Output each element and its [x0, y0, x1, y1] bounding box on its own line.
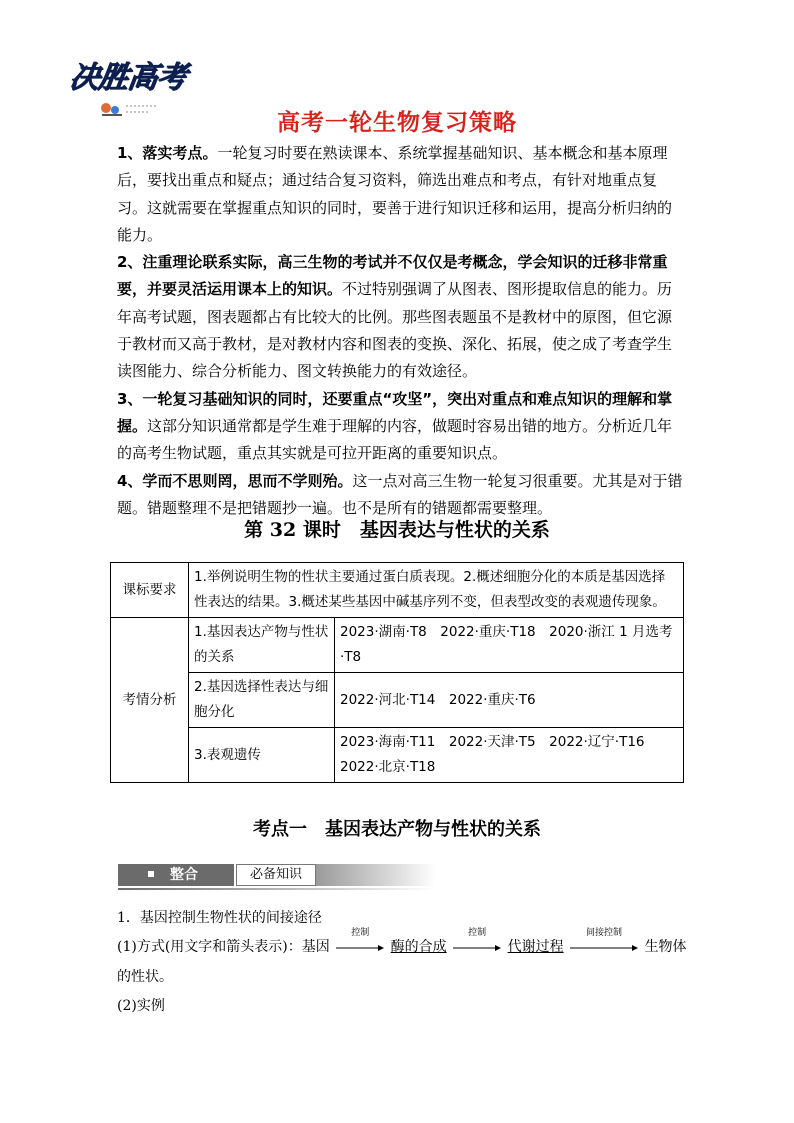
exam-cell: 2023·湖南·T8 2022·重庆·T18 2020·浙江 1 月选考·T8: [335, 618, 684, 673]
arrow-label: 控制: [468, 928, 487, 938]
square-icon: [148, 871, 154, 877]
standards-table: [110, 562, 684, 783]
table-row: [111, 673, 684, 728]
strategy-lead: 2、注重理论联系实际，高三生物的考试并不仅仅是考概念，学会知识的迁移非常重要，并要灵活运用课本上的知识。: [117, 253, 668, 299]
table-row: [111, 728, 684, 783]
strategy-paragraph: [117, 140, 683, 249]
arrow-right-icon: [568, 944, 640, 952]
banner-dark-label: 整合: [170, 867, 198, 883]
arrow-right-icon: [451, 944, 503, 952]
strategy-paragraph: [117, 468, 683, 523]
section-title: 考点一 基因表达产物与性状的关系: [253, 819, 541, 840]
control-arrow: [451, 928, 503, 954]
curriculum-text: 1.举例说明生物的性状主要通过蛋白质表现。2.概述细胞分化的本质是基因选择性表达的结果。3.概述某些基因中碱基序列不变，但表型改变的表观遗传现象。: [189, 563, 684, 618]
indirect-control-arrow: [568, 928, 640, 954]
curriculum-label: 课标要求: [111, 563, 189, 618]
pathway-text: [117, 928, 687, 992]
strategy-body: 不过特别强调了从图表、图形提取信息的能力。历年高考试题，图表题都占有比较大的比例。那些图表题虽不是教材中的原图，但它源于教材而又高于教材，是对教材内容和图表的变换、深化、拓展，使之成了考查学生读图能力、综合分析能力、图文转换能力的有效途径。: [117, 280, 673, 381]
answer-blank: 酶的合成: [390, 939, 447, 955]
topic-cell: 1.基因表达产物与性状的关系: [189, 618, 335, 673]
pathway-prefix: (1)方式(用文字和箭头表示)：基因: [117, 939, 330, 955]
banner-rule: [118, 888, 436, 890]
strategy-body: 这部分知识通常都是学生难于理解的内容，做题时容易出错的地方。分析近几年的高考生物试题，重点其实就是可拉开距离的重要知识点。: [117, 416, 673, 463]
topic-cell: 3.表观遗传: [189, 728, 335, 783]
strategy-lead: 1、落实考点。: [117, 144, 218, 162]
strategy-body: 一轮复习时要在熟读课本、系统掌握基础知识、基本概念和基本原理后，要找出重点和疑点；通过结合复习资料，筛选出难点和考点，有针对地重点复习。这就需要在掌握重点知识的同时，要善于进行知识迁移和运用，提高分析归纳的能力。: [117, 144, 673, 244]
strategy-lead: 4、学而不思则罔，思而不学则殆。: [117, 471, 353, 490]
exam-cell: 2023·海南·T11 2022·天津·T5 2022·辽宁·T16 2022·北京·T18: [335, 728, 684, 783]
table-row: [111, 563, 684, 618]
strategy-paragraph: [117, 386, 683, 468]
logo-text: 决胜高考: [67, 60, 188, 95]
banner-dark: [118, 864, 234, 886]
strategy-section: [117, 140, 683, 522]
arrow-label: 间接控制: [586, 928, 623, 938]
analysis-label: 考情分析: [111, 618, 189, 783]
banner-fade: [316, 864, 436, 886]
strategy-lead: 3、一轮复习基础知识的同时，还要重点“攻坚”，突出对重点和难点知识的理解和掌握。: [117, 389, 673, 435]
strategy-body: 这一点对高三生物一轮复习很重要。尤其是对于错题。错题整理不是把错题抄一遍。也不是所有的错题都需要整理。: [117, 471, 683, 517]
section-banner: [118, 864, 436, 888]
arrow-label: 控制: [351, 928, 370, 938]
strategy-paragraph: [117, 249, 683, 385]
arrow-right-icon: [334, 944, 386, 952]
pathway-suffix: 生物体的性状。: [117, 939, 687, 985]
answer-blank: 代谢过程: [507, 939, 564, 955]
lesson-title: 第 32 课时 基因表达与性状的关系: [244, 519, 550, 541]
exam-cell: 2022·河北·T14 2022·重庆·T6: [335, 673, 684, 728]
example-heading: (2)实例: [117, 998, 165, 1014]
content-heading: 1．基因控制生物性状的间接途径: [117, 910, 322, 926]
page-title: 高考一轮生物复习策略: [277, 110, 517, 136]
banner-light-label: 必备知识: [236, 864, 316, 886]
table-row: [111, 618, 684, 673]
control-arrow: [334, 928, 386, 954]
topic-cell: 2.基因选择性表达与细胞分化: [189, 673, 335, 728]
